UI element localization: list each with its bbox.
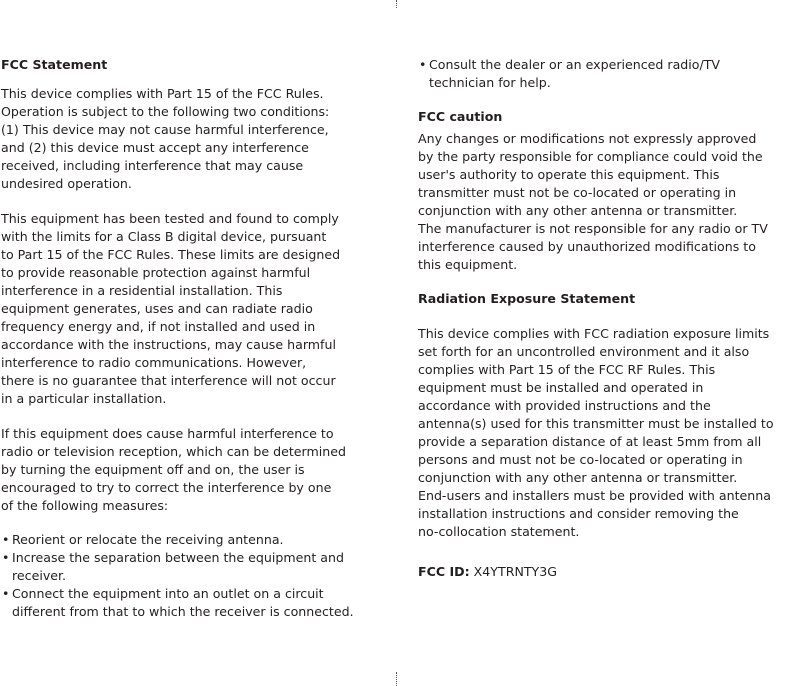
- fold-mark-bottom: [396, 672, 397, 686]
- text-line: receiver.: [12, 568, 67, 583]
- list-item: [1, 531, 381, 549]
- fcc-id-line: [418, 563, 793, 581]
- text-line: undesired operation.: [1, 176, 132, 191]
- text-line: installation instructions and consider removing the: [418, 506, 739, 521]
- text-line: End-users and installers must be provided with antenna: [418, 488, 771, 503]
- class-b-paragraph: [1, 210, 381, 408]
- text-line: of the following measures:: [1, 498, 169, 513]
- right-column: [418, 56, 793, 581]
- bullet-icon: •: [2, 532, 10, 547]
- text-line: by the party responsible for compliance could void the: [418, 149, 763, 164]
- text-line: accordance with provided instructions and the: [418, 398, 711, 413]
- text-line: complies with Part 15 of the FCC RF Rules. This: [418, 362, 716, 377]
- text-line: interference caused by unauthorized modifications to: [418, 239, 756, 254]
- text-line: set forth for an uncontrolled environment and it also: [418, 344, 750, 359]
- text-line: technician for help.: [429, 75, 551, 90]
- left-column: [1, 56, 381, 621]
- bullet-icon: •: [419, 57, 427, 72]
- text-line: conjunction with any other antenna or transmitter.: [418, 470, 738, 485]
- text-line: user's authority to operate this equipment. This: [418, 167, 720, 182]
- text-line: The manufacturer is not responsible for any radio or TV: [418, 221, 768, 236]
- fcc-id-label: FCC ID:: [418, 564, 470, 579]
- fold-mark-top: [396, 0, 397, 8]
- caution-paragraph: [418, 130, 793, 274]
- text-line: equipment must be installed and operated in: [418, 380, 704, 395]
- text-line: interference to radio communications. However,: [1, 355, 307, 370]
- text-line: If this equipment does cause harmful interference to: [1, 426, 334, 441]
- list-item: [1, 585, 381, 621]
- fcc-statement-heading: FCC Statement: [1, 57, 108, 72]
- list-item: [418, 56, 793, 92]
- text-line: antenna(s) used for this transmitter must be installed to: [418, 416, 774, 431]
- text-line: This device complies with FCC radiation exposure limits: [418, 326, 770, 341]
- text-line: Any changes or modifications not expressly approved: [418, 131, 757, 146]
- text-line: persons and must not be co-located or operating in: [418, 452, 743, 467]
- text-line: by turning the equipment off and on, the user is: [1, 462, 305, 477]
- interference-paragraph: [1, 425, 381, 515]
- text-line: different from that to which the receiver is connected.: [12, 604, 354, 619]
- list-item: [1, 549, 381, 585]
- text-line: no-collocation statement.: [418, 524, 580, 539]
- fcc-caution-heading: FCC caution: [418, 109, 503, 124]
- text-line: in a particular installation.: [1, 391, 167, 406]
- text-line: Connect the equipment into an outlet on a circuit: [12, 586, 324, 601]
- text-line: Consult the dealer or an experienced radio/TV: [429, 57, 721, 72]
- text-line: provide a separation distance of at least 5mm from all: [418, 434, 762, 449]
- text-line: equipment generates, uses and can radiate radio: [1, 301, 313, 316]
- bullet-icon: •: [2, 550, 10, 565]
- text-line: to Part 15 of the FCC Rules. These limits are designed: [1, 247, 341, 262]
- text-line: encouraged to try to correct the interference by one: [1, 480, 332, 495]
- text-line: This equipment has been tested and found to comply: [1, 211, 339, 226]
- text-line: to provide reasonable protection against harmful: [1, 265, 311, 280]
- text-line: Operation is subject to the following two conditions:: [1, 104, 330, 119]
- text-line: interference in a residential installation. This: [1, 283, 283, 298]
- text-line: frequency energy and, if not installed and used in: [1, 319, 316, 334]
- text-line: conjunction with any other antenna or transmitter.: [418, 203, 738, 218]
- compliance-paragraph: [1, 85, 381, 193]
- text-line: Reorient or relocate the receiving antenna.: [12, 532, 284, 547]
- text-line: This device complies with Part 15 of the FCC Rules.: [1, 86, 324, 101]
- radiation-exposure-heading: Radiation Exposure Statement: [418, 291, 636, 306]
- bullet-icon: •: [2, 586, 10, 601]
- fcc-id-value: X4YTRNTY3G: [473, 564, 558, 579]
- text-line: this equipment.: [418, 257, 518, 272]
- text-line: and (2) this device must accept any interference: [1, 140, 309, 155]
- text-line: transmitter must not be co-located or operating in: [418, 185, 737, 200]
- text-line: there is no guarantee that interference will not occur: [1, 373, 336, 388]
- text-line: Increase the separation between the equipment and: [12, 550, 344, 565]
- text-line: with the limits for a Class B digital device, pursuant: [1, 229, 327, 244]
- measures-list: [1, 531, 381, 621]
- text-line: accordance with the instructions, may cause harmful: [1, 337, 336, 352]
- text-line: received, including interference that may cause: [1, 158, 304, 173]
- text-line: radio or television reception, which can be determined: [1, 444, 346, 459]
- radiation-paragraph: [418, 325, 793, 541]
- text-line: (1) This device may not cause harmful interference,: [1, 122, 329, 137]
